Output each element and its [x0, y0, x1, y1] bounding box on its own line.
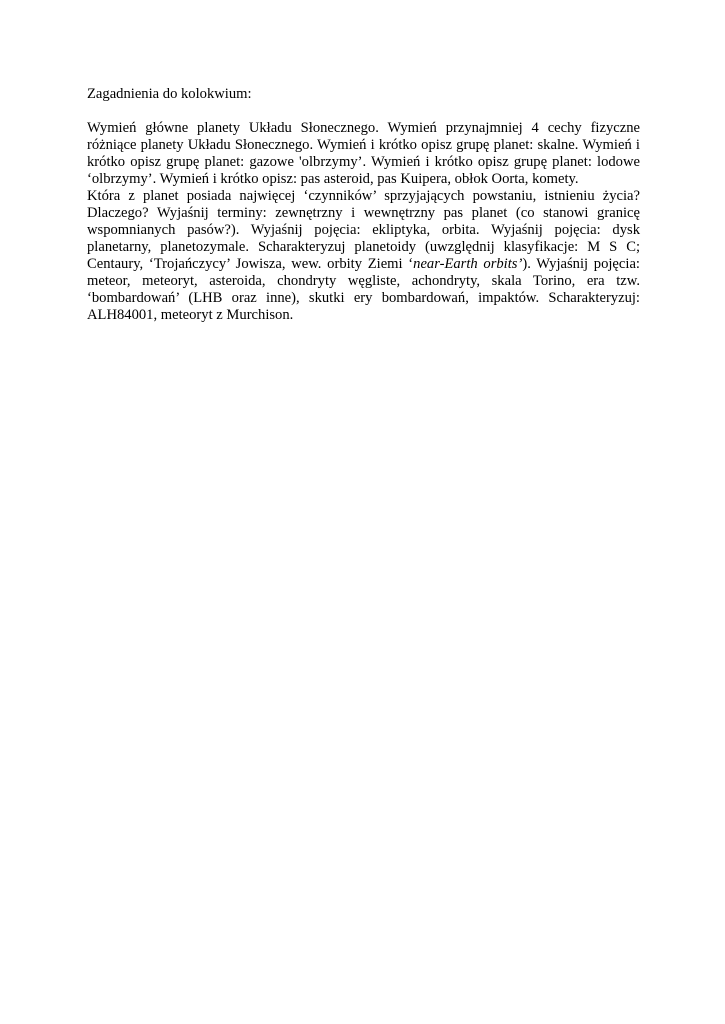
paragraph-concepts-part-2: ). Wyjaśnij pojęcia: meteor, meteoryt, asteroida, chondryty węgliste, achondryty, skala Torino, era tzw. ‘bombardowań’ (LHB oraz inne), skutki ery bombardowań, impaktów. Scharakteryzuj: ALH84001, meteoryt z Murchison.: [87, 256, 640, 323]
near-earth-orbits-term: near-Earth orbits’: [413, 256, 523, 272]
document-heading: Zagadnienia do kolokwium:: [87, 86, 252, 102]
paragraph-planets: Wymień główne planety Układu Słonecznego. Wymień przynajmniej 4 cechy fizyczne różniące planety Układu Słonecznego. Wymień i krótko opisz grupę planet: skalne. Wymień i krótko opisz grupę planet: gazowe 'olbrzymy’. Wymień i krótko opisz grupę planet: lodowe ‘olbrzymy’. Wymień i krótko opisz: pas asteroid, pas Kuipera, obłok Oorta, komety.: [87, 120, 640, 187]
paragraph-concepts: [87, 188, 640, 324]
document-body: [87, 86, 640, 324]
paragraph-concepts-part-1: Która z planet posiada najwięcej ‘czynników’ sprzyjających powstaniu, istnieniu życia? Dlaczego? Wyjaśnij terminy: zewnętrzny i wewnętrzny pas planet (co stanowi granicę wspomnianych pasów?). Wyjaśnij pojęcia: ekliptyka, orbita. Wyjaśnij pojęcia: dysk planetarny, planetozymale. Scharakteryzuj planetoidy (uwzględnij klasyfikacje: M S C; Centaury, ‘Trojańczycy’ Jowisza, wew. orbity Ziemi ‘: [87, 188, 640, 272]
